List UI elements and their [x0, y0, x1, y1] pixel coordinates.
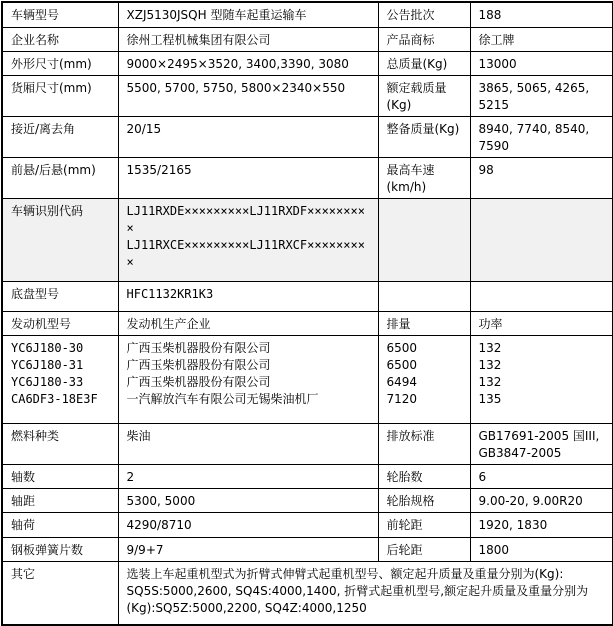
table-row — [2, 537, 613, 561]
table-row — [2, 423, 613, 464]
label-rated-load: 额定载质量 (Kg) — [378, 75, 470, 116]
label-dimensions: 外形尺寸(mm) — [2, 51, 118, 75]
engine-displacement: 7120 — [386, 391, 418, 406]
table-row-vin — [2, 198, 613, 281]
engine-displacement: 6500 — [386, 357, 418, 372]
value-axle-load: 4290/8710 — [118, 512, 378, 537]
engine-manufacturer: 广西玉柴机器股份有限公司 — [126, 374, 271, 389]
value-spring-leaves: 9/9+7 — [118, 537, 378, 561]
value-dimensions: 9000×2495×3520, 3400,3390, 3080 — [118, 51, 378, 75]
engine-manufacturer: 广西玉柴机器股份有限公司 — [126, 340, 271, 355]
label-chassis: 底盘型号 — [2, 281, 118, 311]
table-row — [2, 2, 613, 27]
engine-manufacturer: 一汽解放汽车有限公司无锡柴油机厂 — [126, 391, 319, 406]
vin-empty-cell — [470, 198, 613, 281]
engine-power: 135 — [478, 391, 502, 406]
engine-powers — [470, 335, 613, 423]
label-brand: 产品商标 — [378, 27, 470, 51]
value-axles: 2 — [118, 464, 378, 488]
value-wheelbase: 5300, 5000 — [118, 488, 378, 512]
table-row — [2, 281, 613, 311]
label-front-track: 前轮距 — [378, 512, 470, 537]
engine-model: CA6DF3-18E3F — [11, 391, 98, 406]
label-cargo-box: 货厢尺寸(mm) — [2, 75, 118, 116]
engine-power: 132 — [478, 357, 502, 372]
other-line: SQ5S:5000,2600, SQ4S:4000,1400, 折臂式起重机型号,额定起升质量及重量分别为 — [126, 583, 589, 598]
label-axles: 轴数 — [2, 464, 118, 488]
value-curb-mass: 8940, 7740, 8540, 7590 — [470, 116, 613, 157]
other-line: 选装上车起重机型式为折臂式伸臂式起重机型号、额定起升质量及重量分别为(Kg): — [126, 566, 564, 581]
table-row — [2, 488, 613, 512]
table-row — [2, 464, 613, 488]
value-chassis: HFC1132KR1K3 — [118, 281, 378, 311]
label-vehicle-model: 车辆型号 — [2, 2, 118, 27]
engine-displacement: 6500 — [386, 340, 418, 355]
label-other: 其它 — [2, 561, 118, 625]
value-rear-track: 1800 — [470, 537, 613, 561]
label-tire-count: 轮胎数 — [378, 464, 470, 488]
table-row — [2, 512, 613, 537]
table-row — [2, 75, 613, 116]
label-max-speed: 最高车速 (km/h) — [378, 157, 470, 198]
table-row — [2, 116, 613, 157]
value-tire-spec: 9.00-20, 9.00R20 — [470, 488, 613, 512]
label-notice-batch: 公告批次 — [378, 2, 470, 27]
engine-model: YC6J180-31 — [11, 357, 84, 372]
label-curb-mass: 整备质量(Kg) — [378, 116, 470, 157]
value-front-track: 1920, 1830 — [470, 512, 613, 537]
value-max-speed: 98 — [470, 157, 613, 198]
engine-manufacturers — [118, 335, 378, 423]
table-row — [2, 157, 613, 198]
label-axle-load: 轴荷 — [2, 512, 118, 537]
label-rear-track: 后轮距 — [378, 537, 470, 561]
value-fuel: 柴油 — [118, 423, 378, 464]
engine-header-power: 功率 — [470, 311, 613, 335]
value-company: 徐州工程机械集团有限公司 — [118, 27, 378, 51]
table-row — [2, 27, 613, 51]
value-vin — [118, 198, 378, 281]
label-gross-mass: 总质量(Kg) — [378, 51, 470, 75]
engine-header-manufacturer: 发动机生产企业 — [118, 311, 378, 335]
value-other — [118, 561, 613, 625]
label-overhang: 前悬/后悬(mm) — [2, 157, 118, 198]
engine-model: YC6J180-33 — [11, 374, 84, 389]
value-notice-batch: 188 — [470, 2, 613, 27]
label-company: 企业名称 — [2, 27, 118, 51]
vehicle-spec-table — [1, 1, 613, 626]
value-cargo-box: 5500, 5700, 5750, 5800×2340×550 — [118, 75, 378, 116]
value-gross-mass: 13000 — [470, 51, 613, 75]
label-fuel: 燃料种类 — [2, 423, 118, 464]
engine-manufacturer: 广西玉柴机器股份有限公司 — [126, 357, 271, 372]
value-approach-angle: 20/15 — [118, 116, 378, 157]
value-brand: 徐工牌 — [470, 27, 613, 51]
table-row-other — [2, 561, 613, 625]
engine-displacement: 6494 — [386, 374, 418, 389]
label-wheelbase: 轴距 — [2, 488, 118, 512]
vin-line: LJ11RXCE×××××××××LJ11RXCF××××××××× — [126, 237, 365, 269]
label-emission: 排放标准 — [378, 423, 470, 464]
label-spring-leaves: 钢板弹簧片数 — [2, 537, 118, 561]
table-row — [2, 51, 613, 75]
value-overhang: 1535/2165 — [118, 157, 378, 198]
engine-model: YC6J180-30 — [11, 340, 84, 355]
value-vehicle-model: XZJ5130JSQH 型随车起重运输车 — [118, 2, 378, 27]
label-tire-spec: 轮胎规格 — [378, 488, 470, 512]
engine-models — [2, 335, 118, 423]
engine-header-row — [2, 311, 613, 335]
engine-power: 132 — [478, 374, 502, 389]
engine-data-row — [2, 335, 613, 423]
other-line: (Kg):SQ5Z:5000,2200, SQ4Z:4000,1250 — [126, 600, 367, 615]
value-emission: GB17691-2005 国III, GB3847-2005 — [470, 423, 613, 464]
vin-empty-cell — [378, 198, 470, 281]
label-vin: 车辆识别代码 — [2, 198, 118, 281]
chassis-empty-cell — [470, 281, 613, 311]
value-tire-count: 6 — [470, 464, 613, 488]
label-approach-angle: 接近/离去角 — [2, 116, 118, 157]
value-rated-load: 3865, 5065, 4265, 5215 — [470, 75, 613, 116]
engine-header-model: 发动机型号 — [2, 311, 118, 335]
engine-header-displacement: 排量 — [378, 311, 470, 335]
engine-power: 132 — [478, 340, 502, 355]
engine-displacements — [378, 335, 470, 423]
chassis-empty-cell — [378, 281, 470, 311]
vin-line: LJ11RXDE×××××××××LJ11RXDF××××××××× — [126, 203, 365, 235]
